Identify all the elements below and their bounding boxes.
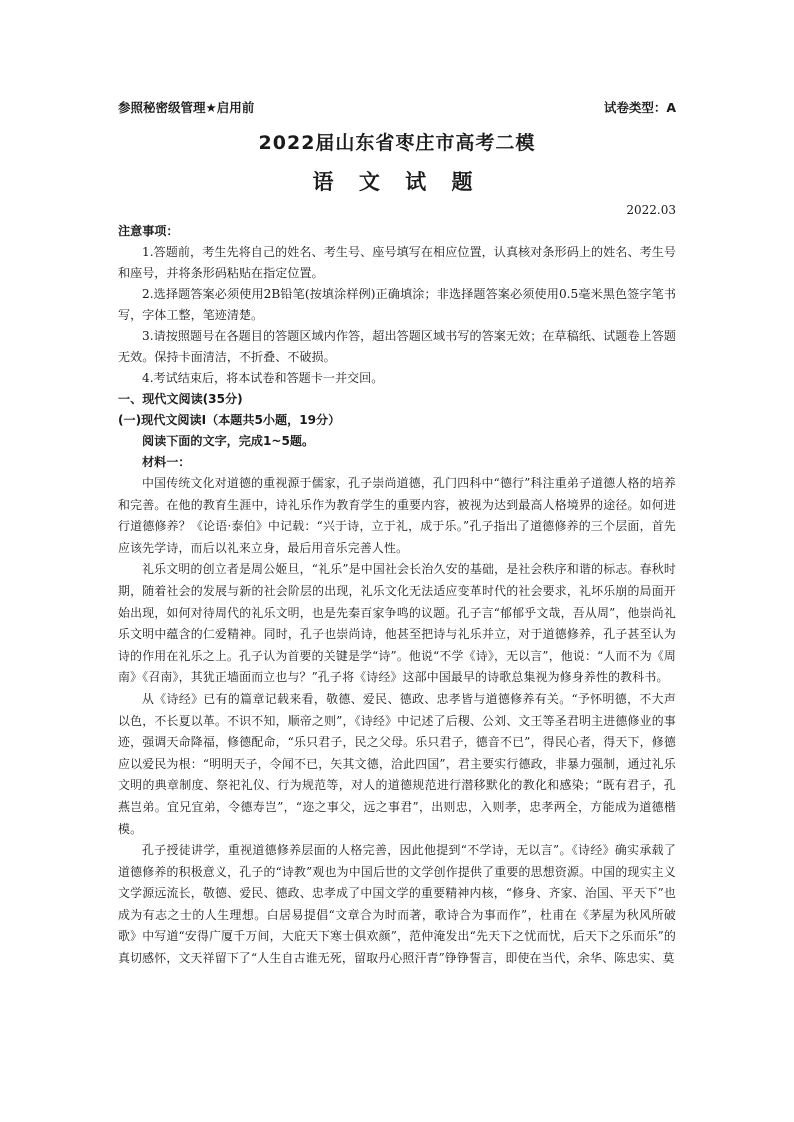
paper-type-label: 试卷类型：A [603, 100, 676, 115]
passage-paragraph: 从《诗经》已有的篇章记载来看，敬德、爱民、德政、忠孝皆与道德修养有关。“予怀明德，不大声以色，不长夏以革。不识不知，顺帝之则”，《诗经》中记述了后稷、公刘、文王等圣君明主进德修业的事迹，强调天命降福，修德配命，“乐只君子，民之父母。乐只君子，德音不已”，得民心者，得天下，修德应以爱民为根：“明明天子，令闻不已，矢其文德，洽此四国”，君主要实行德政，非暴力强制，通过礼乐文明的典章制度、祭祀礼仪、行为规范等，对人的道德规范进行潜移默化的教化和感染；“既有君子，孔燕岂弟。宜兄宜弟，令德寿岂”，“迩之事父，远之事君”，出则忠，入则孝，忠孝两全，方能成为道德楷模。 [118, 691, 676, 836]
subsection-title: (一)现代文阅读Ⅰ（本题共5小题，19分） [118, 413, 341, 427]
reading-instruction: 阅读下面的文字，完成1~5题。 [142, 434, 315, 448]
passage-paragraph: 孔子授徒讲学，重视道德修养层面的人格完善，因此他提到“不学诗，无以言”。《诗经》确实承载了道德修养的积极意义，孔子的“诗教”观也为中国后世的文学创作提供了重要的思想资源。中国的现实主义文学源远流长，敬德、爱民、德政、忠孝成了中国文学的重要精神内核，“修身、齐家、治国、平天下”也成为有志之士的人生理想。白居易提倡“文章合为时而著，歌诗合为事而作”，杜甫在《茅屋为秋风所破歌》中写道“安得广厦千万间，大庇天下寒士俱欢颜”，范仲淹发出“先天下之忧而忧，后天下之乐而乐”的真切感怀，文天祥留下了“人生自古谁无死，留取丹心照汗青”铮铮誓言，即使在当代，余华、陈忠实、莫 [118, 843, 676, 966]
note-item: 2.选择题答案必须使用2B铅笔(按填涂样例)正确填涂；非选择题答案必须使用0.5毫米黑色签字笔书写，字体工整，笔迹清楚。 [118, 287, 676, 322]
confidentiality-label: 参照秘密级管理★启用前 [118, 100, 255, 115]
note-item: 4.考试结束后，将本试卷和答题卡一并交回。 [142, 371, 384, 385]
section-title: 一、现代文阅读(35分) [118, 392, 243, 406]
document-body [118, 221, 676, 970]
note-item: 1.答题前，考生先将自己的姓名、考生号、座号填写在相应位置，认真核对条形码上的姓名、考生号和座号，并将条形码粘贴在指定位置。 [118, 245, 676, 280]
passage-paragraph: 中国传统文化对道德的重视源于儒家，孔子崇尚道德，孔门四科中“德行”科注重弟子道德人格的培养和完善。在他的教育生涯中，诗礼乐作为教育学生的重要内容，被视为达到最高人格境界的途径。如何进行道德修养？《论语·泰伯》中记载：“兴于诗，立于礼，成于乐。”孔子指出了道德修养的三个层面，首先应该先学诗，而后以礼来立身，最后用音乐完善人性。 [118, 476, 676, 555]
notes-title: 注意事项： [118, 224, 179, 238]
passage-paragraph: 礼乐文明的创立者是周公姬旦，“礼乐”是中国社会长治久安的基础，是社会秩序和谐的标志。春秋时期，随着社会的发展与新的社会阶层的出现，礼乐文化无法适应变革时代的社会要求，礼坏乐崩的局面开始出现，如何对待周代的礼乐文明，也是先秦百家争鸣的议题。孔子言“郁郁乎文哉，吾从周”，他崇尚礼乐文明中蕴含的仁爱精神。同时，孔子也崇尚诗，他甚至把诗与礼乐并立，对于道德修养，孔子甚至认为诗的作用在礼乐之上。孔子认为首要的关键是学“诗”。他说“不学《诗》，无以言”，他说：“人而不为《周南》《召南》，其犹正墙面而立也与？”孔子将《诗经》这部中国最早的诗歌总集视为修身养性的教科书。 [118, 562, 676, 685]
note-item: 3.请按照题号在各题目的答题区域内作答，超出答题区域书写的答案无效；在草稿纸、试题卷上答题无效。保持卡面清洁，不折叠、不破损。 [118, 329, 676, 364]
page-header [118, 98, 676, 116]
exam-title: 2022届山东省枣庄市高考二模 [258, 132, 536, 154]
exam-date: 2022.03 [626, 203, 676, 217]
material-label: 材料一： [142, 455, 191, 469]
subject-title: 语 文 试 题 [312, 170, 482, 194]
